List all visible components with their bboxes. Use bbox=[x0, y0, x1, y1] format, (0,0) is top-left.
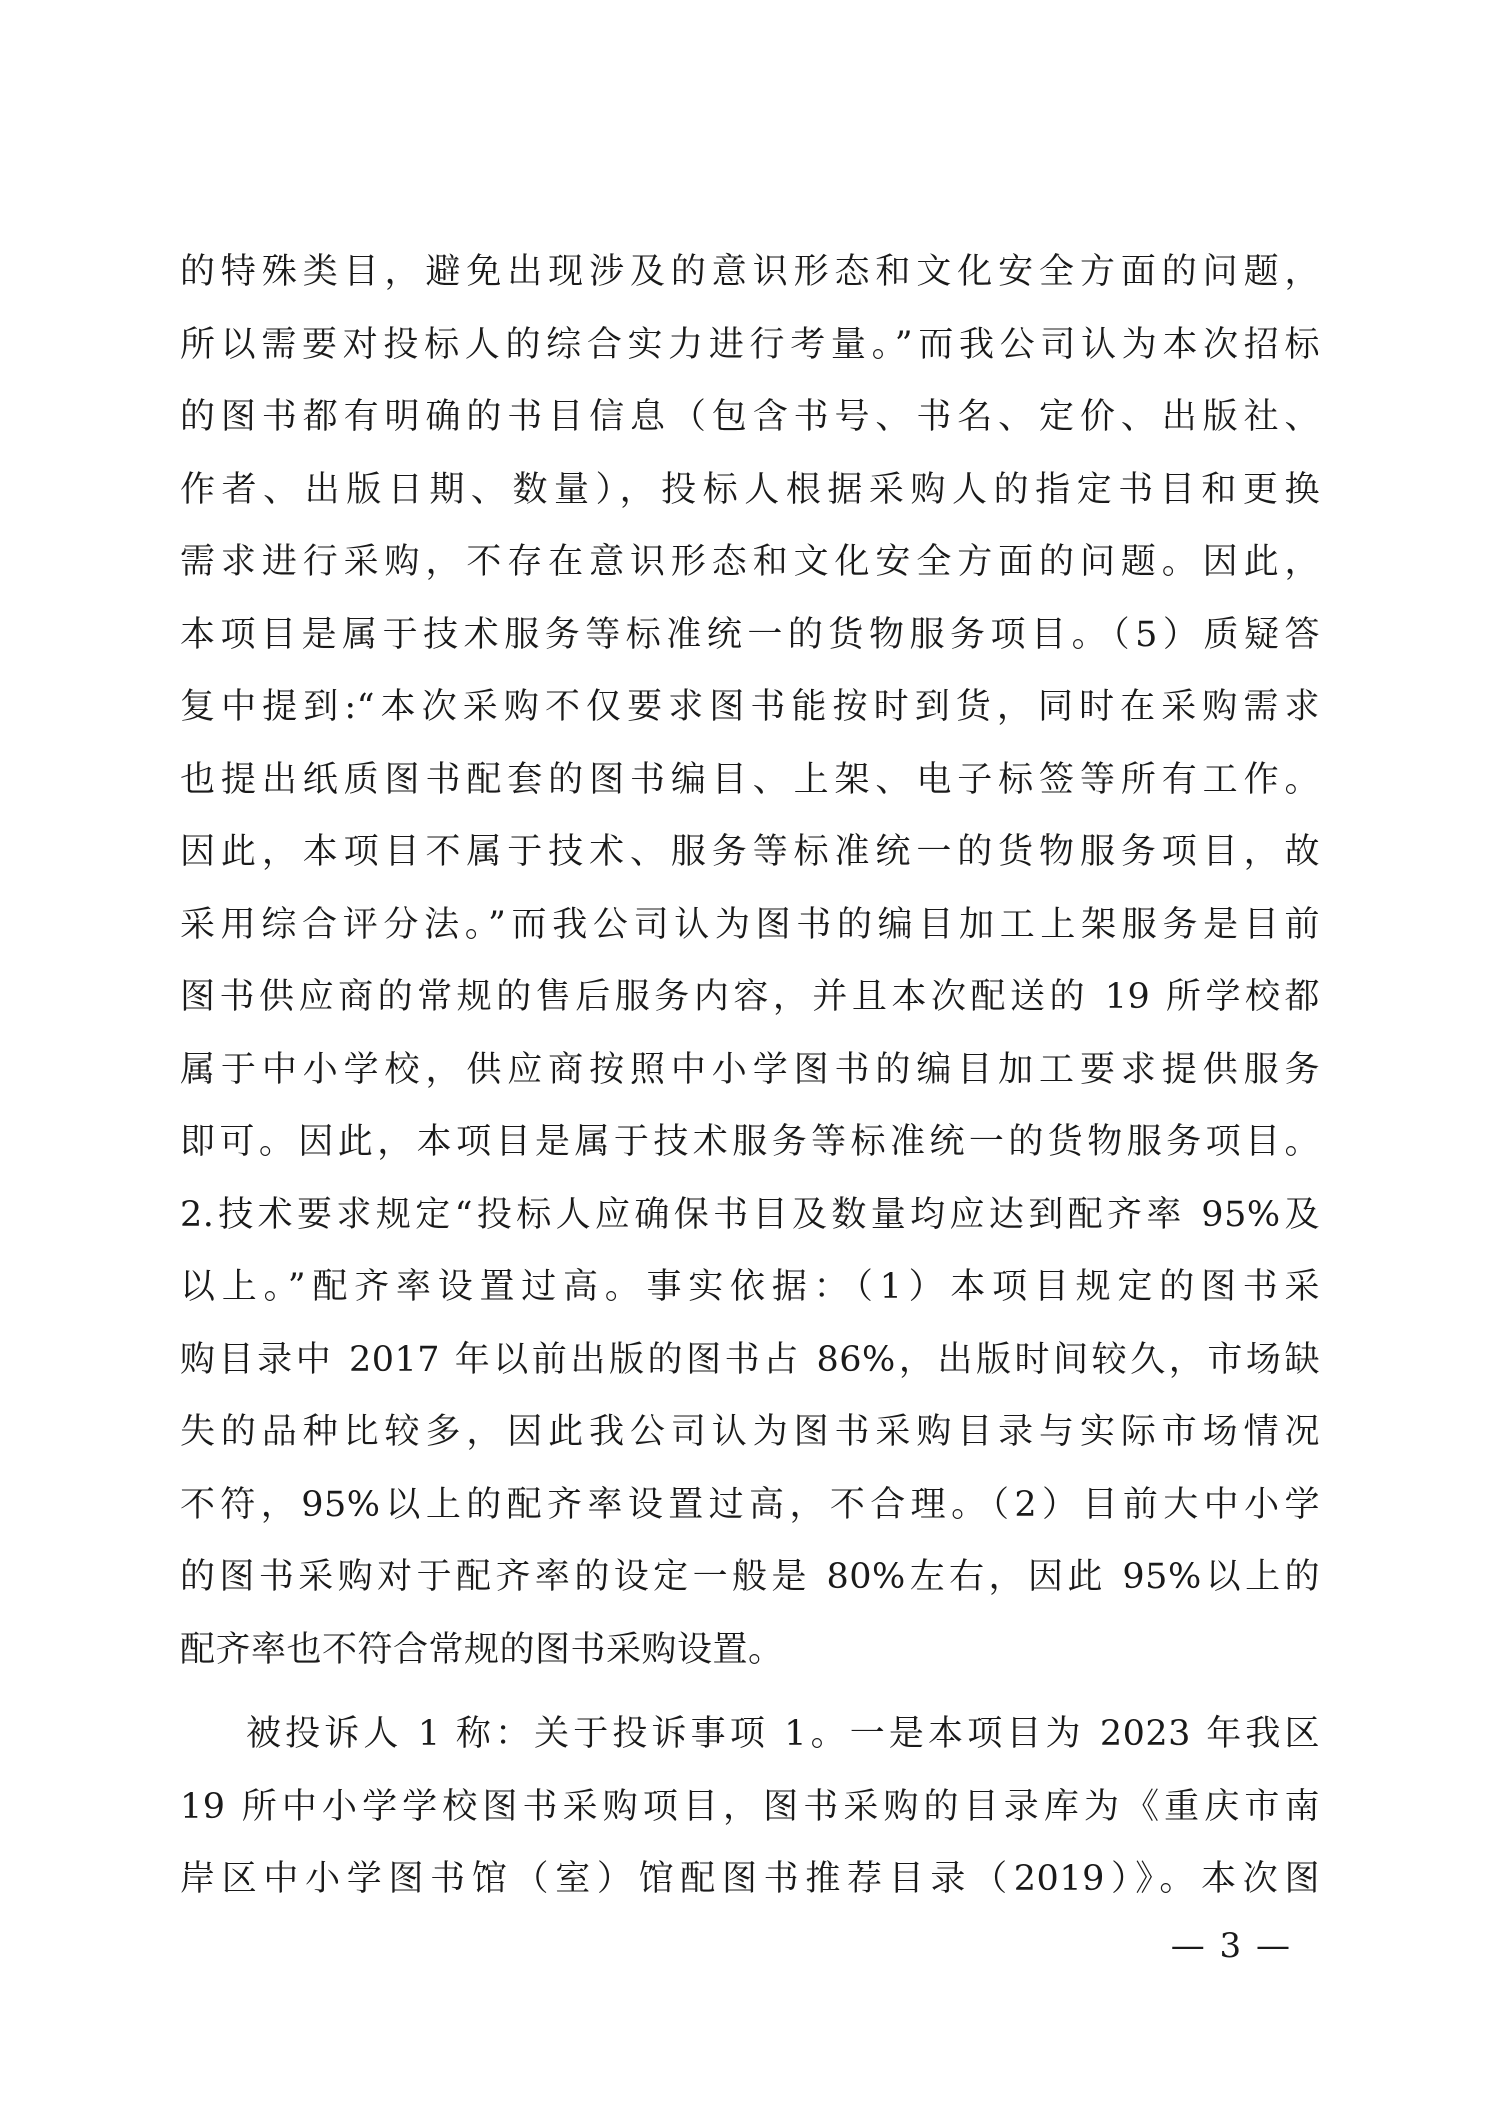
text-line: 属于中小学校，供应商按照中小学图书的编目加工要求提供服务 bbox=[180, 1049, 1320, 1090]
text-line: 岸区中小学图书馆（室）馆配图书推荐目录（2019）》。本次图 bbox=[180, 1859, 1320, 1899]
text-line: 即可。因此，本项目是属于技术服务等标准统一的货物服务项目。 bbox=[180, 1122, 1320, 1162]
text-line: 不符，95%以上的配齐率设置过高，不合理。（2）目前大中小学 bbox=[180, 1484, 1320, 1525]
text-line: 19 所中小学学校图书采购项目，图书采购的目录库为《重庆市南 bbox=[180, 1786, 1320, 1827]
document-body bbox=[180, 236, 1320, 1916]
text-line: 采用综合评分法。”而我公司认为图书的编目加工上架服务是目前 bbox=[180, 904, 1320, 945]
text-line: 图书供应商的常规的售后服务内容，并且本次配送的 19 所学校都 bbox=[180, 977, 1320, 1017]
text-line: 以上。”配齐率设置过高。事实依据：（1）本项目规定的图书采 bbox=[180, 1267, 1320, 1307]
paragraph-1 bbox=[180, 236, 1320, 1686]
text-line: 也提出纸质图书配套的图书编目、上架、电子标签等所有工作。 bbox=[180, 759, 1320, 800]
text-line: 需求进行采购，不存在意识形态和文化安全方面的问题。因此， bbox=[180, 542, 1320, 582]
text-line: 本项目是属于技术服务等标准统一的货物服务项目。（5）质疑答 bbox=[180, 614, 1320, 655]
page-number: — 3 — bbox=[1170, 1926, 1292, 1966]
text-line: 复中提到:“本次采购不仅要求图书能按时到货，同时在采购需求 bbox=[180, 687, 1320, 727]
text-line: 购目录中 2017 年以前出版的图书占 86%，出版时间较久，市场缺 bbox=[180, 1339, 1320, 1380]
text-line: 被投诉人 1 称：关于投诉事项 1。一是本项目为 2023 年我区 bbox=[246, 1714, 1320, 1754]
paragraph-2 bbox=[180, 1698, 1320, 1916]
text-line: 的图书采购对于配齐率的设定一般是 80%左右，因此 95%以上的 bbox=[180, 1557, 1320, 1597]
text-line: 的图书都有明确的书目信息（包含书号、书名、定价、出版社、 bbox=[180, 397, 1320, 437]
text-line: 的特殊类目，避免出现涉及的意识形态和文化安全方面的问题， bbox=[180, 252, 1320, 292]
text-line: 失的品种比较多，因此我公司认为图书采购目录与实际市场情况 bbox=[180, 1412, 1320, 1452]
text-line: 作者、出版日期、数量），投标人根据采购人的指定书目和更换 bbox=[180, 469, 1320, 510]
text-line: 所以需要对投标人的综合实力进行考量。”而我公司认为本次招标 bbox=[180, 324, 1320, 365]
text-line: 因此，本项目不属于技术、服务等标准统一的货物服务项目，故 bbox=[180, 832, 1320, 872]
text-line: 2.技术要求规定“投标人应确保书目及数量均应达到配齐率 95%及 bbox=[180, 1194, 1320, 1235]
text-line: 配齐率也不符合常规的图书采购设置。 bbox=[180, 1629, 784, 1670]
paragraph-gap bbox=[180, 1686, 1320, 1698]
